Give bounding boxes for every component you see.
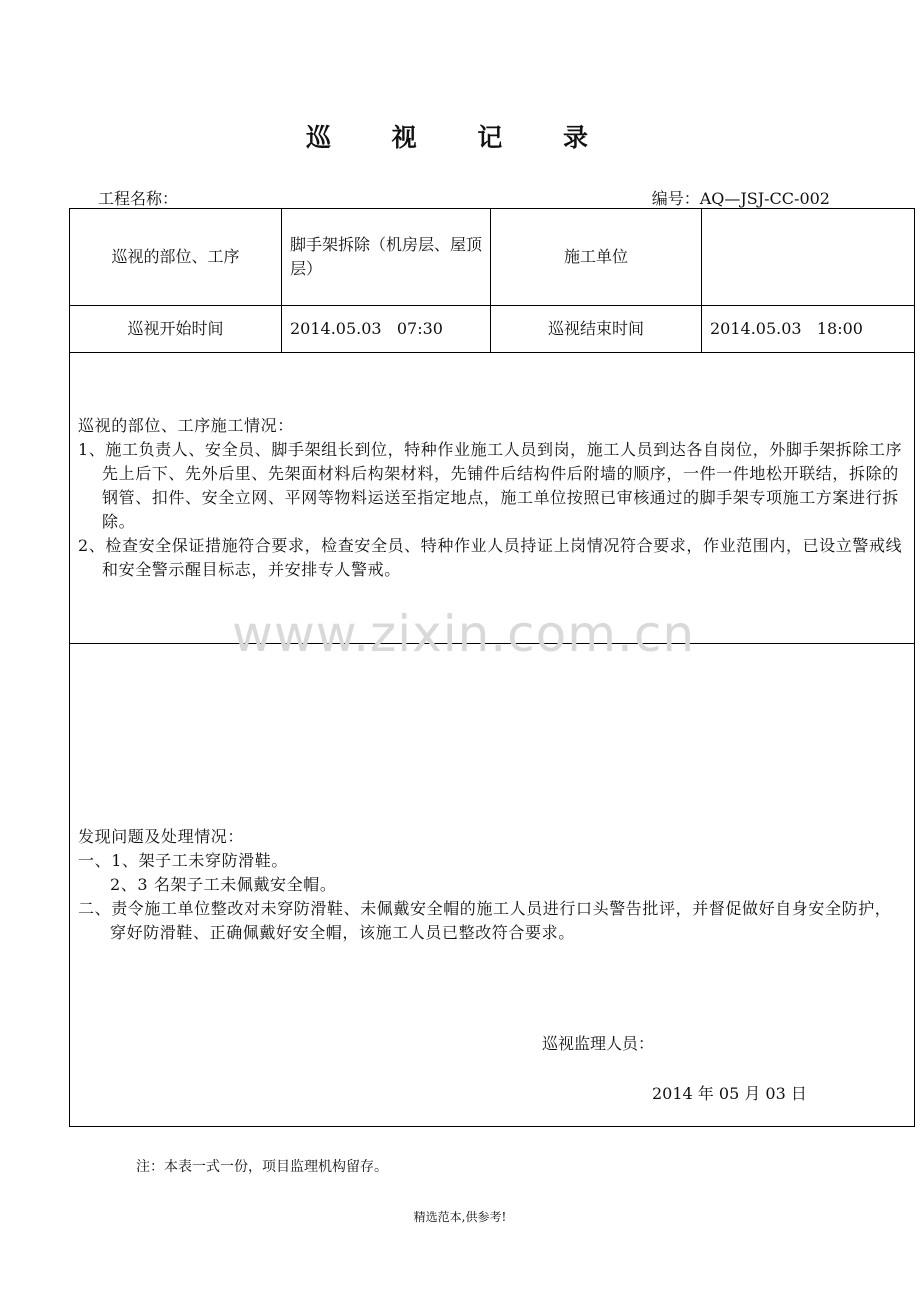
- start-time-label: 巡视开始时间: [70, 306, 282, 353]
- situation-heading: 巡视的部位、工序施工情况：: [78, 416, 294, 435]
- page-footer: 精选范本,供参考!: [413, 1210, 507, 1224]
- situation-item-1: 1、施工负责人、安全员、脚手架组长到位，特种作业施工人员到岗，施工人员到达各自岗位，外脚手架拆除工序先上后下、先外后里、先架面材料后构架材料，先铺件后结构件后附墙的顺序，一件一件地松开联结，拆除的钢管、扣件、安全立网、平网等物料运送至指定地点，施工单位按照已审核通过的脚手架专项施工方案进行拆除。: [78, 440, 903, 531]
- watermark: www.zixin.com.cn: [232, 605, 696, 663]
- issue-item-2: 二、责令施工单位整改对未穿防滑鞋、未佩戴安全帽的施工人员进行口头警告批评，并督促做好自身安全防护，穿好防滑鞋、正确佩戴好安全帽，该施工人员已整改符合要求。: [78, 899, 892, 942]
- inspection-table: [69, 208, 915, 1127]
- end-time-value: 2014.05.03 18:00: [702, 306, 915, 353]
- location-value: 脚手架拆除（机房层、屋顶层）: [282, 209, 491, 306]
- table-row: [70, 306, 915, 353]
- issue-item-1: 一、1、架子工未穿防滑鞋。: [78, 851, 288, 870]
- start-time-value: 2014.05.03 07:30: [282, 306, 491, 353]
- contractor-label: 施工单位: [491, 209, 702, 306]
- table-row: [70, 644, 915, 1127]
- footnote: 注：本表一式一份，项目监理机构留存。: [136, 1159, 388, 1175]
- issues-cell: [70, 644, 915, 1127]
- situation-item-2: 2、检查安全保证措施符合要求，检查安全员、特种作业人员持证上岗情况符合要求，作业范围内，已设立警戒线和安全警示醒目标志，并安排专人警戒。: [78, 536, 903, 579]
- table-row: [70, 353, 915, 644]
- project-name-label: 工程名称：: [98, 189, 179, 208]
- issues-heading: 发现问题及处理情况：: [78, 827, 245, 846]
- location-label: 巡视的部位、工序: [70, 209, 282, 306]
- serial-number: 编号：AQ—JSJ-CC-002: [651, 189, 830, 208]
- document-title: 巡 视 记 录: [305, 123, 615, 152]
- signature-date: 2014 年 05 月 03 日: [652, 1084, 807, 1103]
- situation-cell: [70, 353, 915, 644]
- end-time-label: 巡视结束时间: [491, 306, 702, 353]
- inspector-signature-label: 巡视监理人员：: [542, 1034, 655, 1053]
- table-row: [70, 209, 915, 306]
- contractor-value: [702, 209, 915, 306]
- issue-item-1b: 2、3 名架子工未佩戴安全帽。: [110, 875, 337, 894]
